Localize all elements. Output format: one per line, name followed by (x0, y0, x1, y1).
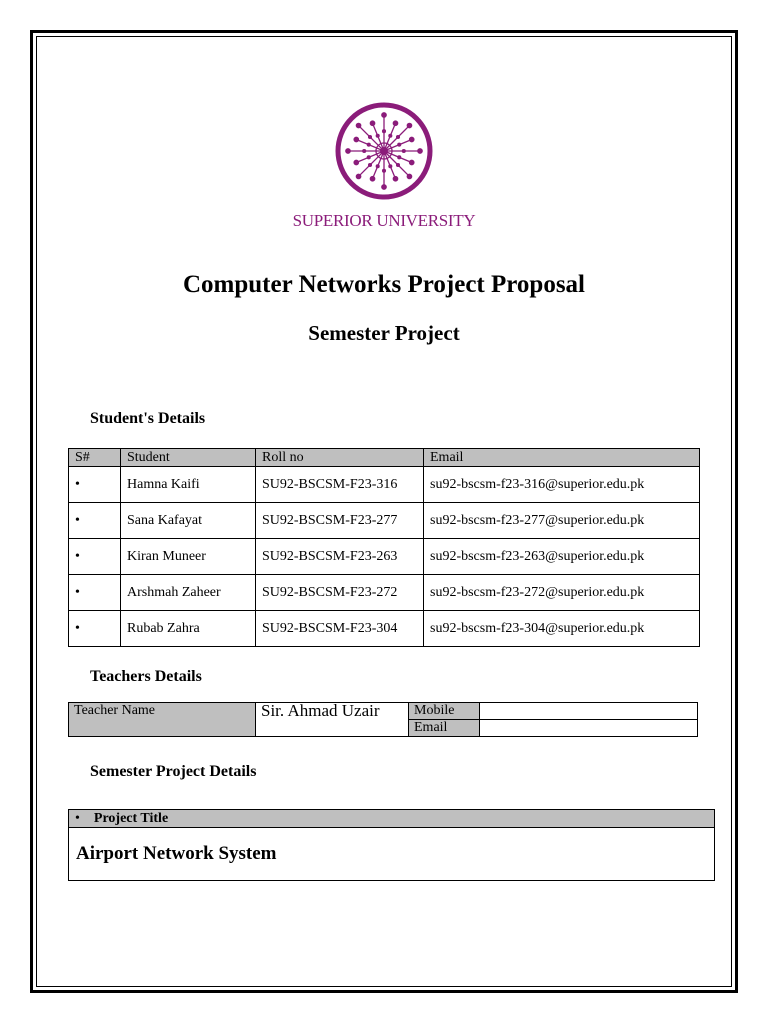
students-table-header (69, 449, 700, 467)
student-email: su92-bscsm-f23-263@superior.edu.pk (424, 539, 700, 575)
row-bullet: • (69, 539, 121, 575)
table-row (69, 467, 700, 503)
table-row (69, 611, 700, 647)
project-title-header (69, 810, 715, 828)
teachers-heading: Teachers Details (90, 668, 202, 685)
table-row (69, 503, 700, 539)
student-email: su92-bscsm-f23-272@superior.edu.pk (424, 575, 700, 611)
mobile-label: Mobile (409, 703, 480, 720)
teacher-name-value: Sir. Ahmad Uzair (256, 703, 409, 737)
project-value-row (69, 828, 715, 881)
project-table (68, 809, 715, 881)
column-header-student: Student (121, 449, 256, 467)
student-email: su92-bscsm-f23-277@superior.edu.pk (424, 503, 700, 539)
project-header-row (69, 810, 715, 828)
student-roll: SU92-BSCSM-F23-316 (256, 467, 424, 503)
student-roll: SU92-BSCSM-F23-304 (256, 611, 424, 647)
email-value (480, 720, 698, 737)
column-header-sn: S# (69, 449, 121, 467)
student-roll: SU92-BSCSM-F23-263 (256, 539, 424, 575)
teachers-table (68, 702, 698, 737)
project-title-value: Airport Network System (69, 828, 715, 881)
row-bullet: • (69, 611, 121, 647)
table-row (69, 575, 700, 611)
table-row (69, 703, 698, 720)
student-name: Rubab Zahra (121, 611, 256, 647)
student-roll: SU92-BSCSM-F23-277 (256, 503, 424, 539)
student-name: Sana Kafayat (121, 503, 256, 539)
document-title: Computer Networks Project Proposal (182, 271, 585, 298)
table-row (69, 539, 700, 575)
students-table (68, 448, 700, 647)
student-email: su92-bscsm-f23-304@superior.edu.pk (424, 611, 700, 647)
project-title-label: Project Title (93, 810, 169, 826)
document-subtitle: Semester Project (308, 321, 460, 345)
students-heading: Student's Details (90, 410, 206, 427)
email-label: Email (409, 720, 480, 737)
column-header-roll: Roll no (256, 449, 424, 467)
student-name: Kiran Muneer (121, 539, 256, 575)
university-name: SUPERIOR UNIVERSITY (292, 211, 476, 230)
teacher-name-label: Teacher Name (69, 703, 256, 737)
student-name: Hamna Kaifi (121, 467, 256, 503)
project-heading: Semester Project Details (90, 763, 257, 780)
bullet-marker: • (75, 810, 80, 826)
student-email: su92-bscsm-f23-316@superior.edu.pk (424, 467, 700, 503)
university-logo-icon (333, 100, 435, 202)
student-roll: SU92-BSCSM-F23-272 (256, 575, 424, 611)
row-bullet: • (69, 503, 121, 539)
mobile-value (480, 703, 698, 720)
row-bullet: • (69, 575, 121, 611)
row-bullet: • (69, 467, 121, 503)
student-name: Arshmah Zaheer (121, 575, 256, 611)
column-header-email: Email (424, 449, 700, 467)
